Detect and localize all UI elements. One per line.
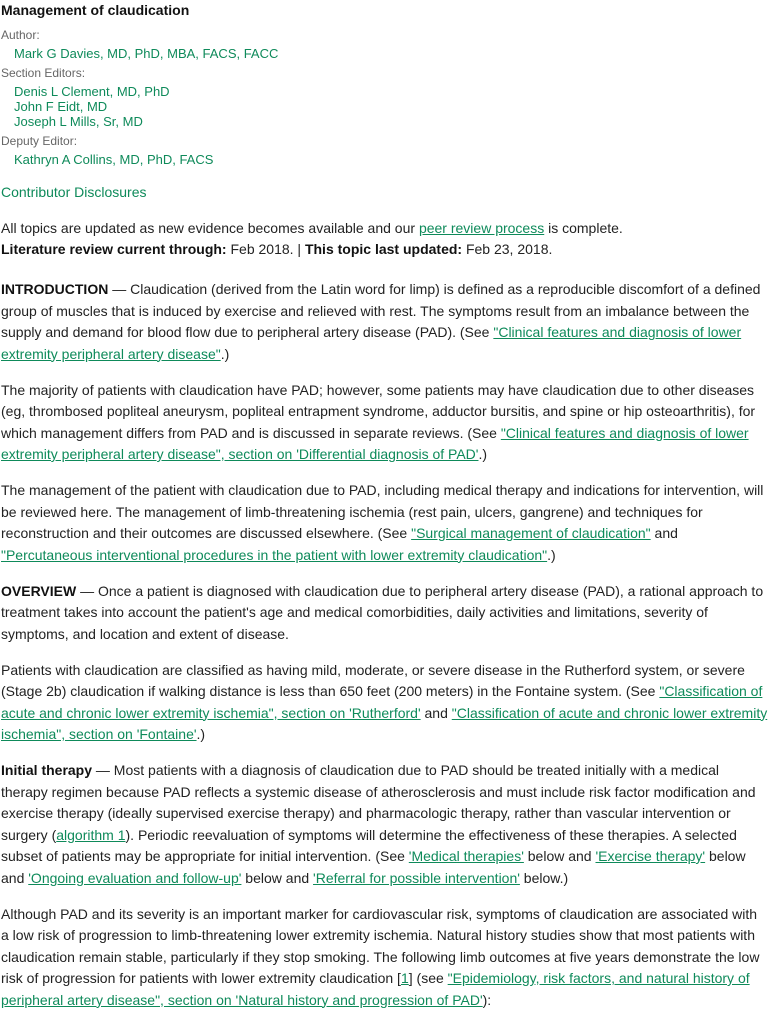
deputy-editor-link[interactable]: Kathryn A Collins, MD, PhD, FACS bbox=[14, 152, 214, 167]
body-paragraph: Although PAD and its severity is an important marker for cardiovascular risk, symptoms of claudication are associated with a low risk of progression to limb-threatening lower extremity ischemia. Natural history studies show that most patients with claudication remain stable, particularly if they stop smoking. The following limb outcomes at five years demonstrate the low risk of progression for patients with lower extremity claudication [1] (see "Epidemiology, risk factors, and natural history of peripheral artery disease", section on 'Natural history and progression of PAD'): bbox=[1, 905, 760, 1008]
overview-paragraph: OVERVIEW — Once a patient is diagnosed with claudication due to peripheral artery disease (PAD), a rational approach to treatment takes into account the patient's age and medical comorbidities, daily activities and limitations, severity of symptoms, and location and extent of disease. bbox=[1, 582, 764, 642]
topic-updated-value: Feb 23, 2018. bbox=[462, 241, 553, 257]
article bbox=[0, 1, 768, 1011]
lit-review-value: Feb 2018. | bbox=[226, 241, 305, 257]
section-link[interactable]: 'Referral for possible intervention' bbox=[313, 869, 520, 886]
section-link[interactable]: 'Exercise therapy' bbox=[595, 848, 706, 864]
author-link[interactable]: Mark G Davies, MD, PhD, MBA, FACS, FACC bbox=[14, 46, 279, 61]
update-notice: All topics are updated as new evidence becomes available and our peer review process is complete. bbox=[1, 220, 623, 236]
introduction-heading: INTRODUCTION bbox=[1, 281, 109, 297]
author-list bbox=[1, 46, 768, 61]
page-title: Management of claudication bbox=[1, 2, 190, 18]
lit-review-label: Literature review current through: bbox=[1, 241, 227, 257]
section-link[interactable]: 'Medical therapies' bbox=[408, 848, 524, 864]
contributor-disclosures-link[interactable]: Contributor Disclosures bbox=[1, 184, 147, 200]
overview-heading: OVERVIEW bbox=[1, 582, 77, 599]
reference-link[interactable]: "Classification of acute and chronic lower extremity ischemia", section on 'Fontaine' bbox=[1, 704, 768, 742]
reference-link[interactable]: "Epidemiology, risk factors, and natural history of peripheral artery disease", section on 'Natural history and progression of PAD' bbox=[1, 970, 750, 1008]
reference-link[interactable]: "Classification of acute and chronic lower extremity ischemia", section on 'Rutherford' bbox=[1, 683, 763, 721]
algorithm-link[interactable]: algorithm 1 bbox=[56, 826, 126, 843]
peer-review-link[interactable]: peer review process bbox=[418, 220, 545, 236]
section-editor-link[interactable]: John F Eidt, MD bbox=[14, 99, 108, 114]
introduction-paragraph: INTRODUCTION — Claudication (derived from the Latin word for limp) is defined as a reproducible discomfort of a defined group of muscles that is induced by exercise and relieved with rest. The symptoms result from an imbalance between the supply and demand for blood flow due to peripheral artery disease (PAD). (See "Clinical features and diagnosis of lower extremity peripheral artery disease".) bbox=[1, 281, 761, 362]
section-link[interactable]: 'Ongoing evaluation and follow-up' bbox=[28, 869, 242, 886]
body-paragraph: The majority of patients with claudication have PAD; however, some patients may have claudication due to other diseases (eg, thrombosed popliteal aneurysm, popliteal entrapment syndrome, adductor bursitis, and spine or hip osteoarthritis), for which management differs from PAD and is discussed in separate reviews. (See "Clinical features and diagnosis of lower extremity peripheral artery disease", section on 'Differential diagnosis of PAD'.) bbox=[1, 381, 756, 462]
deputy-editor-list bbox=[1, 152, 768, 167]
body-paragraph: The management of the patient with claudication due to PAD, including medical therapy and indications for intervention, will be reviewed here. The management of limb-threatening ischemia (rest pain, ulcers, gangrene) and techniques for reconstruction and their outcomes are discussed elsewhere. (See "Surgical management of claudication" and "Percutaneous interventional procedures in the patient with lower extremity claudication".) bbox=[1, 482, 764, 563]
citation-link[interactable]: 1 bbox=[400, 970, 409, 986]
review-dates bbox=[1, 240, 768, 258]
deputy-editor-label: Deputy Editor: bbox=[1, 134, 78, 148]
reference-link[interactable]: "Clinical features and diagnosis of lower extremity peripheral artery disease", section on 'Differential diagnosis of PAD' bbox=[1, 424, 749, 462]
section-editors-list bbox=[1, 84, 768, 129]
topic-updated-label: This topic last updated: bbox=[304, 241, 463, 257]
initial-therapy-paragraph: Initial therapy — Most patients with a diagnosis of claudication due to PAD should be treated initially with a medical therapy regimen because PAD reflects a systemic disease of atherosclerosis and must include risk factor modification and exercise therapy (ideally supervised exercise therapy) and pharmacologic therapy, rather than vascular intervention or surgery (algorithm 1). Periodic reevaluation of symptoms will determine the effectiveness of these therapies. A selected subset of patients may be appropriate for initial intervention. (See 'Medical therapies' below and 'Exercise therapy' below and 'Ongoing evaluation and follow-up' below and 'Referral for possible intervention' below.) bbox=[1, 762, 756, 886]
body-paragraph: Patients with claudication are classified as having mild, moderate, or severe disease in the Rutherford system, or severe (Stage 2b) claudication if walking distance is less than 650 feet (200 meters) in the Fontaine system. (See "Classification of acute and chronic lower extremity ischemia", section on 'Rutherford' and "Classification of acute and chronic lower extremity ischemia", section on 'Fontaine'.) bbox=[1, 661, 768, 742]
section-editors-label: Section Editors: bbox=[1, 66, 86, 80]
reference-link[interactable]: "Percutaneous interventional procedures in the patient with lower extremity claudication" bbox=[1, 546, 548, 563]
initial-therapy-heading: Initial therapy bbox=[1, 762, 93, 778]
section-editor-link[interactable]: Joseph L Mills, Sr, MD bbox=[14, 114, 143, 129]
reference-link[interactable]: "Surgical management of claudication" bbox=[411, 525, 651, 541]
section-editor-link[interactable]: Denis L Clement, MD, PhD bbox=[14, 84, 170, 99]
author-label: Author: bbox=[1, 28, 40, 42]
reference-link[interactable]: "Clinical features and diagnosis of lower extremity peripheral artery disease" bbox=[1, 324, 742, 362]
